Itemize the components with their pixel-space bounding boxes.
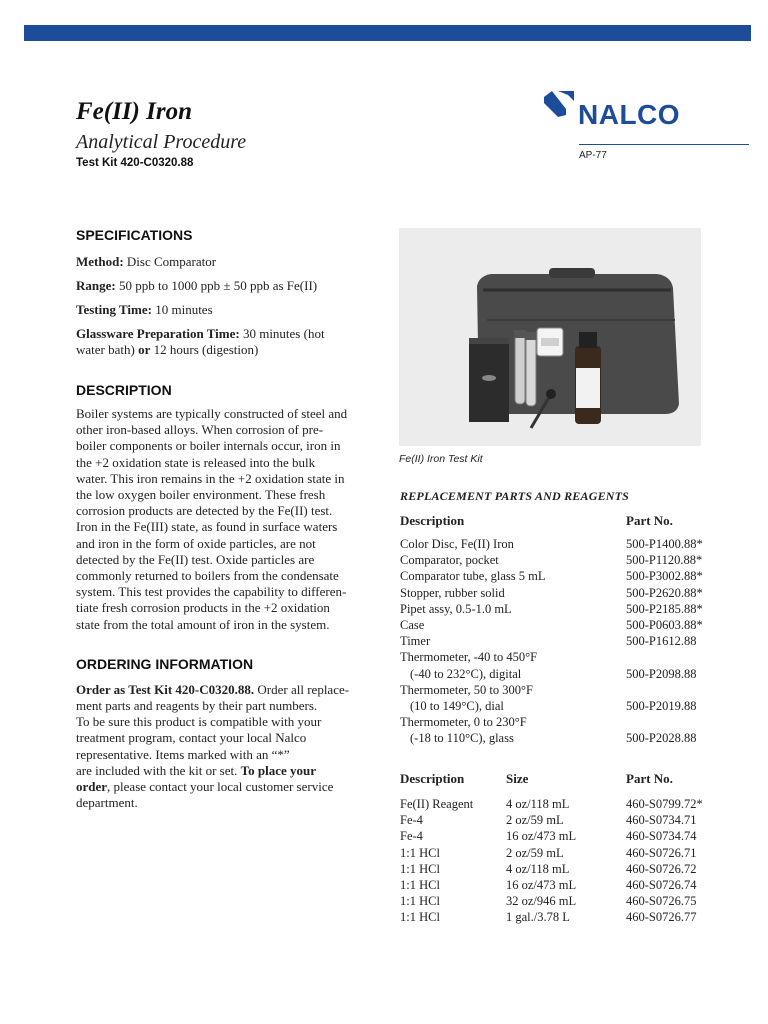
reagent-part-number: 460-S0726.75 [626,894,697,909]
reagent-size: 4 oz/118 mL [506,861,570,876]
reagent-part-number: 460-S0726.74 [626,878,697,893]
table-row [400,617,720,633]
part-description: Color Disc, Fe(II) Iron [400,537,514,551]
empty-cell [626,649,720,665]
description-line: system. This test provides the capability to differen- [76,584,347,600]
spec-glassware-label: Glassware Preparation Time: [76,326,240,341]
spec-glassware-or: or [138,342,151,357]
description-line: Boiler systems are typically constructed of steel and [76,406,348,421]
part-number: 500-P1120.88* [626,553,703,568]
left-column [76,226,376,811]
photo-caption: Fe(II) Iron Test Kit [399,453,483,465]
ordering-line: department. [76,795,138,811]
part-number: 500-P1400.88* [626,537,703,551]
part-description: Thermometer, -40 to 450°F [400,650,538,665]
part-description: Comparator, pocket [400,553,499,568]
spec-testing-time [76,302,376,318]
spec-method-label: Method: [76,254,124,269]
spec-testing-time-value: 10 minutes [155,302,213,317]
reagent-description: Fe-4 [400,813,423,828]
table-header-row [400,513,720,536]
part-number: 500-P2098.88 [626,666,697,681]
reagent-description: 1:1 HCl [400,861,440,876]
replacement-parts-table [400,513,720,747]
description-line: boiler components or boiler internals occur, iron in [76,438,341,454]
description-line: corrosion products are detected by the Fe(II) test. [76,503,333,519]
ordering-order-word: order [76,779,108,795]
description-line: the +2 oxidation state is released into the bulk [76,454,316,470]
reagent-part-number: 460-S0726.71 [626,845,697,860]
description-line: and iron in the form of oxide particles, are not [76,535,316,551]
description-line: detected by the Fe(II) test. Oxide particles are [76,551,315,567]
spec-glassware-value-3: 12 hours (digestion) [153,342,259,357]
reagent-description: 1:1 HCl [400,910,440,925]
table-row [400,633,720,649]
col-header-description: Description [400,513,465,528]
part-number: 500-P0603.88* [626,618,703,633]
part-number: 500-P2620.88* [626,585,703,600]
description-line: other iron-based alloys. When corrosion of pre- [76,422,324,438]
document-code: AP-77 [579,150,607,161]
reagent-size: 4 oz/118 mL [506,797,570,811]
part-number: 500-P2019.88 [626,699,697,714]
ordering-line: ment parts and reagents by their part numbers. [76,698,318,714]
spec-range-label: Range: [76,278,116,293]
part-description: Comparator tube, glass 5 mL [400,569,546,584]
reagent-description: 1:1 HCl [400,878,440,893]
ordering-line [76,763,376,779]
test-kit-photo [399,228,701,446]
description-line: tiate fresh corrosion products in the +2 oxidation [76,600,330,616]
reagent-description: Fe-4 [400,829,423,844]
table-row [400,893,720,909]
table-row [400,812,720,828]
ordering-line-text: are included with the kit or set. [76,762,238,778]
description-line: state from the total amount of iron in the system. [76,616,330,632]
reagent-size: 1 gal./3.78 L [506,910,570,925]
nalco-logo [540,87,750,137]
specifications-heading: SPECIFICATIONS [76,227,193,243]
reagents-table [400,771,720,926]
document-subtitle: Analytical Procedure [76,131,247,153]
table-row [400,877,720,893]
description-line: commonly returned to boilers from the condensate [76,568,339,584]
col-header-size: Size [506,771,529,786]
ordering-line: To be sure this product is compatible with your [76,714,322,730]
reagent-part-number: 460-S0734.74 [626,829,697,844]
ordering-line [76,779,376,795]
top-color-bar [24,25,751,41]
table-row [400,536,720,552]
replacement-parts-title: REPLACEMENT PARTS AND REAGENTS [400,489,630,503]
description-heading: DESCRIPTION [76,382,172,398]
table-row [400,649,720,665]
description-body [76,406,376,633]
part-description: Case [400,618,425,633]
reagent-size: 32 oz/946 mL [506,894,577,909]
test-kit-illustration [399,228,701,446]
table-row [400,828,720,844]
spec-range-value: 50 ppb to 1000 ppb ± 50 ppb as Fe(II) [118,278,318,293]
spec-glassware-time [76,326,376,358]
table-row [400,682,720,698]
test-kit-number: Test Kit 420-C0320.88 [76,157,194,169]
table-row [400,601,720,617]
part-number: 500-P2185.88* [626,601,703,616]
table-row [400,909,720,925]
ordering-line [76,682,376,698]
ordering-line: treatment program, contact your local Nalco [76,730,307,746]
ordering-kit-number: Order as Test Kit 420-C0320.88. [76,681,255,697]
table-header-row [400,771,720,796]
part-number: 500-P3002.88* [626,569,703,584]
ordering-heading: ORDERING INFORMATION [76,655,254,672]
reagent-size: 16 oz/473 mL [506,878,577,893]
table-row [400,845,720,861]
table-row [400,585,720,601]
nalco-logo-text: NALCO [578,99,681,130]
spec-method [76,254,376,270]
reagent-size: 2 oz/59 mL [506,813,564,828]
part-description: Thermometer, 0 to 230°F [400,715,527,730]
reagent-part-number: 460-S0726.72 [626,861,697,876]
reagent-size: 16 oz/473 mL [506,829,577,844]
reagent-part-number: 460-S0726.77 [626,910,697,925]
spec-range [76,278,376,294]
part-description: Thermometer, 50 to 300°F [400,682,533,697]
ordering-body [76,682,376,812]
col-header-part-no: Part No. [626,513,673,528]
spec-method-value: Disc Comparator [126,254,217,269]
part-description: Timer [400,634,431,649]
spec-glassware-value-1: 30 minutes (hot [242,326,325,341]
ordering-line: representative. Items marked with an “*” [76,746,290,762]
table-row [400,666,720,682]
reagent-part-number: 460-S0734.71 [626,813,697,828]
part-description-cont: (10 to 149°C), dial [410,699,504,714]
empty-cell [626,682,720,698]
table-row [400,552,720,568]
part-description: Pipet assy, 0.5-1.0 mL [400,601,512,616]
ordering-place-order: To place your [240,762,316,778]
part-number: 500-P2028.88 [626,731,697,746]
part-number: 500-P1612.88 [626,634,697,649]
description-line: Iron in the Fe(III) state, as found in surface waters [76,519,338,535]
reagent-description: 1:1 HCl [400,845,440,860]
ordering-line-text: Order all replace- [257,681,350,697]
reagent-part-number: 460-S0799.72* [626,797,703,811]
reagent-description: Fe(II) Reagent [400,797,474,811]
col-header-description: Description [400,771,465,786]
logo-divider [579,144,749,145]
nalco-logo-icon [540,87,576,123]
reagent-description: 1:1 HCl [400,894,440,909]
part-description: Stopper, rubber solid [400,585,505,600]
document-title: Fe(II) Iron [76,98,192,125]
col-header-part-no: Part No. [626,771,673,786]
table-row [400,714,720,730]
table-row [400,568,720,584]
table-row [400,861,720,877]
part-description-cont: (-40 to 232°C), digital [410,666,522,681]
table-row [400,796,720,812]
spec-testing-time-label: Testing Time: [76,302,152,317]
empty-cell [626,714,720,730]
description-line: water. This iron remains in the +2 oxidation state in [76,470,345,486]
table-row [400,698,720,714]
description-line: the low oxygen boiler environment. These fresh [76,487,326,503]
part-description-cont: (-18 to 110°C), glass [410,731,514,746]
table-row [400,730,720,746]
spec-glassware-value-2: water bath) [76,342,135,357]
ordering-line-text: , please contact your local customer service [107,779,334,795]
reagent-size: 2 oz/59 mL [506,845,564,860]
